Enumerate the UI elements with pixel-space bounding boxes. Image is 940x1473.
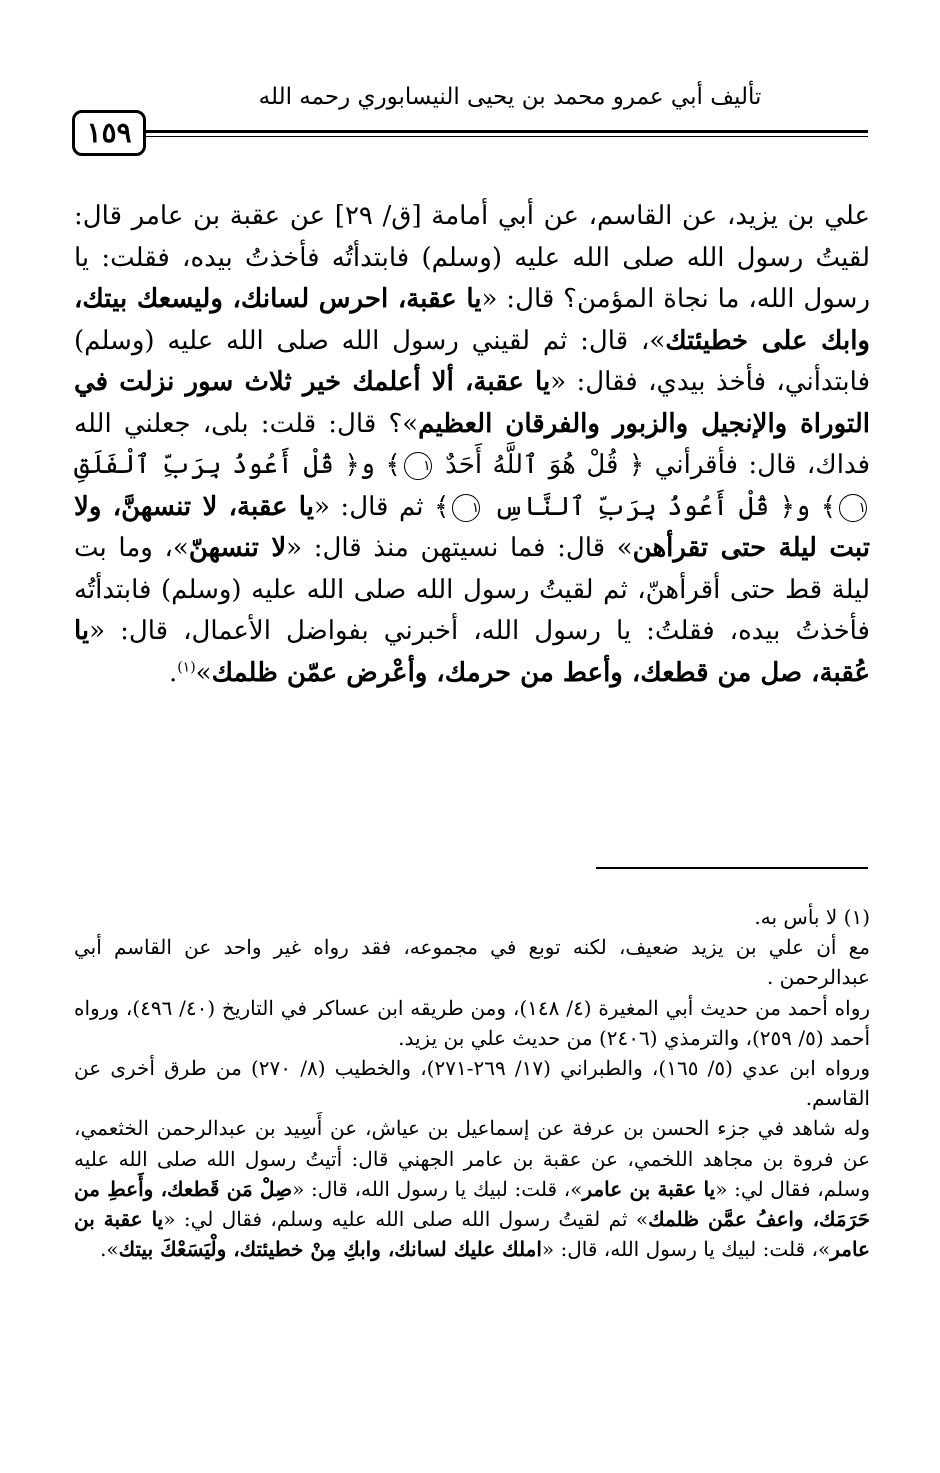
- main-text: [74, 196, 870, 694]
- text-segment: وله شاهد في جزء الحسن بن عرفة عن إسماعيل بن عياش، عن أَسِيد بن عبدالرحمن الخثعمي، عن فروة بن مجاهد اللخمي، عن عقبة بن عامر الجهني قال: أتيتُ رسول الله صلى الله عليه وسلم، فقال لي: «: [74, 1116, 870, 1201]
- hadith-quote: يا عُقبة، صل من قطعك، وأعط من حرمك، وأعْرض عمّن ظلمك: [74, 616, 870, 688]
- quran-verse-text: ﴿ قُلْ هُوَ ٱللَّهُ أَحَدٌ: [445, 450, 645, 480]
- hadith-quote: صِلْ مَن قَطعك، وأَعطِ من حَرَمَك، واعفُ عمَّن ظلمك: [74, 1176, 870, 1232]
- text-segment: »؟ قال: قلت: بلى، جعلني الله فداك، قال: فأقرأني: [74, 408, 871, 480]
- text-segment: و: [795, 491, 821, 522]
- ayah-number: ١: [404, 452, 432, 480]
- footnote-line: (١) لا بأس به.: [754, 905, 870, 929]
- text-segment: » قال: فما نسيتهن منذ قال: «: [286, 533, 633, 563]
- footnotes: [74, 902, 870, 1264]
- hadith-quote: يا عقبة بن عامر: [74, 1207, 870, 1262]
- page-number-box: ١٥٩: [72, 110, 146, 156]
- footnote-line: [74, 1113, 870, 1264]
- text-segment: »، قال: ثم لقيني رسول الله صلى الله عليه (وسلم) فابتدأني، فأخذ بيدي، فقال: «: [74, 325, 871, 397]
- quran-verse-text: ﴿ قُلْ أَعُوذُ بِرَبِّ ٱلْفَلَقِ: [74, 450, 360, 480]
- footnote-line: ورواه ابن عدي (٥/ ١٦٥)، والطبراني (١٧/ ٢٦٩-٢٧١)، والخطيب (٨/ ٢٧٠) من طرق أخرى عن القاسم.: [74, 1056, 870, 1111]
- hadith-quote: يا عقبة، لا تنسهنَّ، ولا تبت ليلة حتى تقرأهن: [74, 491, 871, 563]
- header-rule-thin: [146, 136, 868, 137]
- hadith-quote: املك عليك لسانك، وابكِ مِنْ خطيئتك، ولْيَسَعْكَ بيتك: [118, 1237, 542, 1262]
- header-rule: [146, 130, 868, 133]
- main-paragraph: [74, 196, 870, 694]
- quran-verse: [434, 492, 795, 522]
- footnote-line: رواه أحمد من حديث أبي المغيرة (٤/ ١٤٨)، ومن طريقه ابن عساكر في التاريخ (٤٠/ ٤٩٦)، ورواه أحمد (٥/ ٢٥٩)، والترمذي (٢٤٠٦) من حديث علي بن يزيد.: [74, 995, 871, 1050]
- running-header: تأليف أبي عمرو محمد بن يحيى النيسابوري رحمه الله: [258, 84, 762, 110]
- text-segment: .: [168, 657, 178, 688]
- ayah-number: ١: [839, 494, 867, 522]
- quran-bracket: ﴾: [385, 450, 401, 480]
- quran-verse-text: ﴿ قُلْ أَعُوذُ بِرَبِّ ٱلنَّاسِ: [493, 491, 795, 522]
- text-segment: »، قلت: لبيك يا رسول الله، قال: «: [292, 1176, 583, 1201]
- text-segment: و: [359, 450, 386, 480]
- quran-verse: [385, 450, 644, 480]
- hadith-quote: يا عقبة بن عامر: [582, 1176, 716, 1201]
- text-segment: ».: [100, 1237, 119, 1262]
- text-segment: » ثم لقيتُ رسول الله صلى الله عليه وسلم، فقال لي: «: [163, 1207, 649, 1232]
- quran-bracket: ﴾: [434, 491, 450, 522]
- hadith-quote: يا عقبة، احرس لسانك، وليسعك بيتك، وابك على خطيئتك: [74, 284, 870, 356]
- text-segment: »: [195, 657, 212, 688]
- hadith-quote: يا عقبة، ألا أعلمك خير ثلاث سور نزلت في التوراة والإنجيل والزبور والفرقان العظيم: [74, 367, 870, 439]
- ayah-number: ١: [452, 494, 480, 522]
- footnote-reference: (١): [177, 658, 196, 675]
- hadith-quote: لا تنسهنّ: [188, 533, 287, 563]
- footnote-separator: [596, 867, 868, 869]
- text-segment: ثم قال: «: [313, 491, 435, 522]
- footnote-line: مع أن علي بن يزيد ضعيف، لكنه توبع في مجموعه، فقد رواه غير واحد عن القاسم أبي عبدالرحمن .: [74, 935, 870, 990]
- text-segment: »، وما بت ليلة قط حتى أقرأهنّ، ثم لقيتُ رسول الله صلى الله عليه (وسلم) فابتدأتُه فأخذتُ بيده، فقلتُ: يا رسول الله، أخبرني بفواضل الأعمال، قال: «: [74, 533, 870, 646]
- quran-bracket: ﴾: [820, 491, 837, 522]
- text-segment: علي بن يزيد، عن القاسم، عن أبي أمامة [ق/ ٢٩] عن عقبة بن عامر قال: لقيتُ رسول الله صلى الله عليه (وسلم) فابتدأتُه فأخذتُ بيده، فقلت: يا رسول الله، ما نجاة المؤمن؟ قال: «: [74, 201, 870, 314]
- text-segment: »، قلت: لبيك يا رسول الله، قال: «: [541, 1237, 831, 1262]
